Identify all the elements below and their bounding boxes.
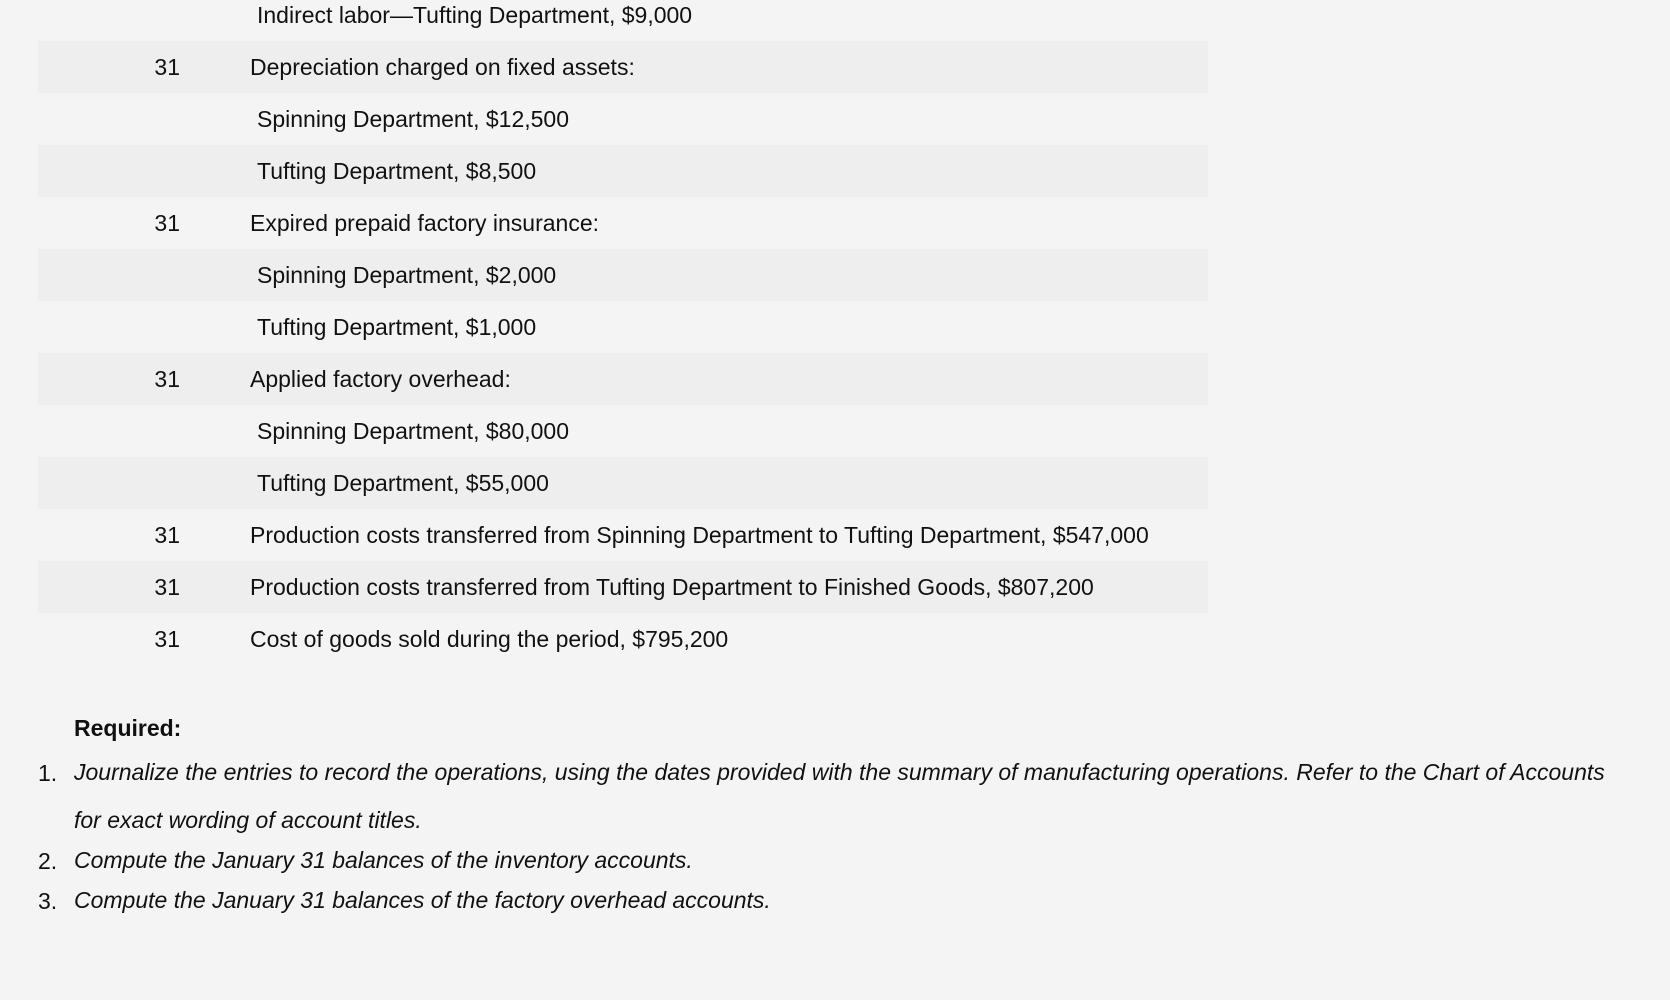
required-item-number: 3.	[38, 888, 58, 914]
operation-row	[38, 145, 1208, 197]
operation-day: 31	[154, 625, 180, 652]
required-item	[38, 760, 1638, 844]
operation-text: Tufting Department, $55,000	[257, 469, 549, 496]
operation-text: Spinning Department, $80,000	[257, 417, 569, 444]
required-item-number: 1.	[38, 760, 58, 786]
operation-row	[38, 405, 1208, 457]
operation-text: Cost of goods sold during the period, $795,200	[250, 625, 729, 652]
operation-text: Indirect labor—Tufting Department, $9,000	[257, 1, 693, 28]
operation-row	[38, 301, 1208, 353]
operation-text: Spinning Department, $2,000	[257, 261, 557, 288]
operation-text: Expired prepaid factory insurance:	[250, 209, 600, 236]
operation-row	[38, 197, 1208, 249]
operation-row	[38, 613, 1208, 665]
required-item-text: Compute the January 31 balances of the factory overhead accounts.	[74, 887, 771, 913]
operation-row	[38, 457, 1208, 509]
required-item-text: Compute the January 31 balances of the inventory accounts.	[74, 847, 693, 873]
required-item-number: 2.	[38, 848, 58, 874]
operation-row	[38, 249, 1208, 301]
operation-day: 31	[154, 521, 180, 548]
operation-text: Production costs transferred from Spinning Department to Tufting Department, $547,000	[250, 521, 1149, 548]
operation-text: Applied factory overhead:	[250, 365, 511, 392]
required-heading: Required:	[74, 715, 182, 741]
operations-table	[38, 0, 1208, 665]
operation-day: 31	[154, 573, 180, 600]
operation-row	[38, 41, 1208, 93]
operation-row	[38, 561, 1208, 613]
operation-row	[38, 509, 1208, 561]
required-item-text: Journalize the entries to record the operations, using the dates provided with the summary of manufacturing operations. Refer to the Chart of Accounts for exact wording of account titles.	[74, 759, 1605, 833]
operation-text: Spinning Department, $12,500	[257, 105, 569, 132]
operation-row	[38, 353, 1208, 405]
operation-text: Tufting Department, $8,500	[257, 157, 537, 184]
required-list	[38, 760, 1638, 928]
operation-row	[38, 93, 1208, 145]
required-item	[38, 888, 1638, 924]
operation-text: Depreciation charged on fixed assets:	[250, 53, 635, 80]
operation-day: 31	[154, 53, 180, 80]
operation-day: 31	[154, 209, 180, 236]
operation-row	[38, 0, 1208, 41]
operation-text: Production costs transferred from Tufting Department to Finished Goods, $807,200	[250, 573, 1094, 600]
operation-day: 31	[154, 365, 180, 392]
operation-text: Tufting Department, $1,000	[257, 313, 537, 340]
